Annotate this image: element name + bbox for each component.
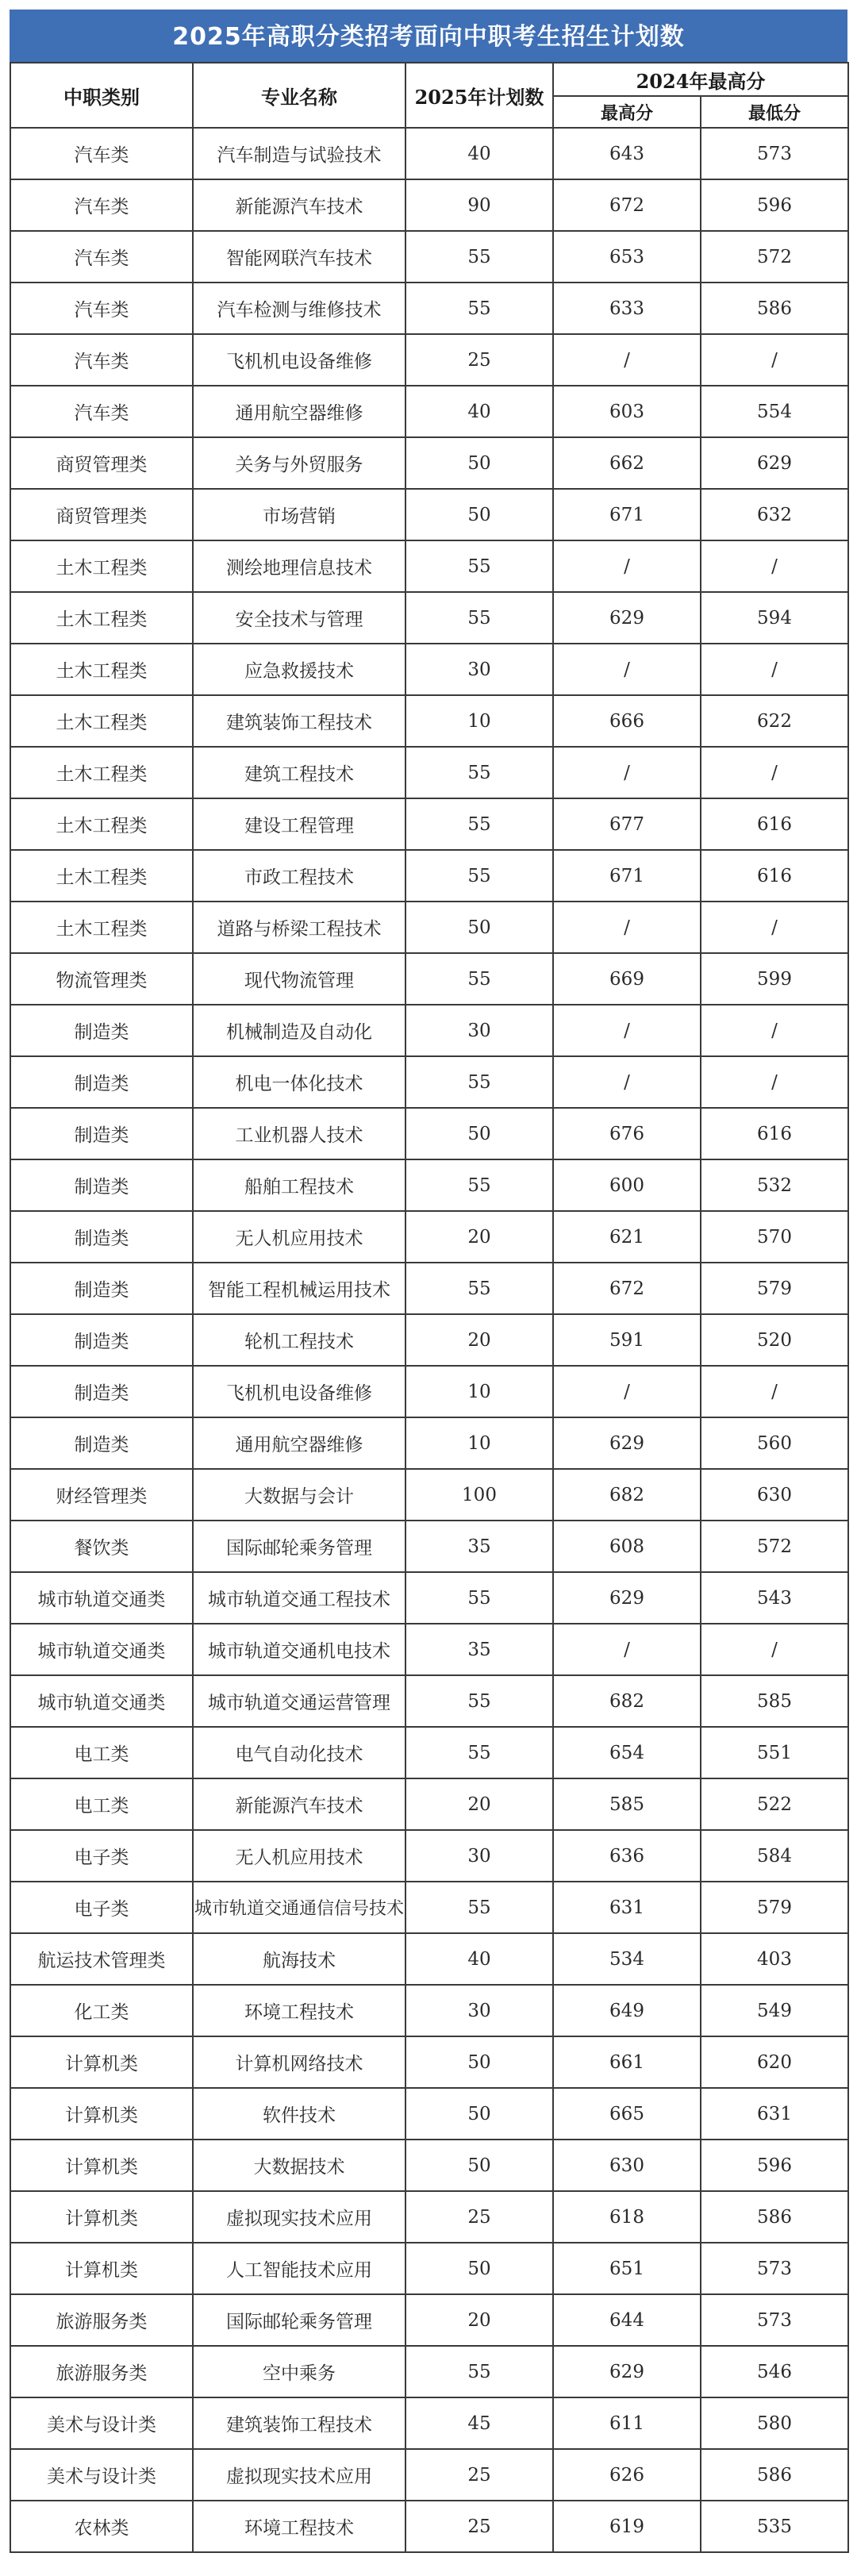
cell-major: 计算机网络技术 xyxy=(193,2036,405,2088)
cell-max-score: 672 xyxy=(553,179,701,231)
table-row xyxy=(10,1469,848,1521)
cell-min-score: / xyxy=(701,334,848,386)
table-row xyxy=(10,1366,848,1417)
cell-max-score: 671 xyxy=(553,489,701,540)
table-row xyxy=(10,2346,848,2397)
cell-min-score: 573 xyxy=(701,128,848,179)
header-category: 中职类别 xyxy=(10,63,193,128)
cell-category: 物流管理类 xyxy=(10,953,193,1005)
cell-category: 制造类 xyxy=(10,1108,193,1159)
cell-plan: 50 xyxy=(405,437,553,489)
cell-major: 虚拟现实技术应用 xyxy=(193,2191,405,2243)
cell-max-score: 630 xyxy=(553,2140,701,2191)
cell-max-score: 643 xyxy=(553,128,701,179)
cell-plan: 55 xyxy=(405,953,553,1005)
cell-max-score: 682 xyxy=(553,1469,701,1521)
table-row xyxy=(10,1108,848,1159)
cell-max-score: 629 xyxy=(553,2346,701,2397)
table-row xyxy=(10,644,848,695)
cell-max-score: 600 xyxy=(553,1159,701,1211)
cell-category: 电工类 xyxy=(10,1778,193,1830)
cell-major: 市政工程技术 xyxy=(193,850,405,902)
table-row xyxy=(10,231,848,283)
cell-max-score: / xyxy=(553,1366,701,1417)
table-row xyxy=(10,334,848,386)
cell-min-score: 616 xyxy=(701,798,848,850)
cell-category: 财经管理类 xyxy=(10,1469,193,1521)
cell-max-score: 633 xyxy=(553,283,701,334)
cell-plan: 20 xyxy=(405,1778,553,1830)
cell-category: 旅游服务类 xyxy=(10,2346,193,2397)
cell-major: 环境工程技术 xyxy=(193,2501,405,2552)
table-row xyxy=(10,1572,848,1624)
cell-category: 汽车类 xyxy=(10,128,193,179)
cell-min-score: / xyxy=(701,1366,848,1417)
cell-plan: 55 xyxy=(405,1882,553,1933)
cell-min-score: / xyxy=(701,1056,848,1108)
cell-category: 汽车类 xyxy=(10,334,193,386)
cell-category: 土木工程类 xyxy=(10,695,193,747)
cell-max-score: 666 xyxy=(553,695,701,747)
table-row xyxy=(10,1778,848,1830)
cell-max-score: 665 xyxy=(553,2088,701,2140)
cell-category: 汽车类 xyxy=(10,283,193,334)
cell-min-score: 586 xyxy=(701,2449,848,2501)
cell-plan: 45 xyxy=(405,2397,553,2449)
table-row xyxy=(10,798,848,850)
cell-min-score: 630 xyxy=(701,1469,848,1521)
cell-max-score: 618 xyxy=(553,2191,701,2243)
cell-major: 轮机工程技术 xyxy=(193,1314,405,1366)
cell-category: 制造类 xyxy=(10,1159,193,1211)
cell-major: 安全技术与管理 xyxy=(193,592,405,644)
cell-major: 现代物流管理 xyxy=(193,953,405,1005)
table-row xyxy=(10,1263,848,1314)
table-row xyxy=(10,1882,848,1933)
cell-plan: 20 xyxy=(405,2294,553,2346)
cell-plan: 55 xyxy=(405,2346,553,2397)
cell-min-score: 580 xyxy=(701,2397,848,2449)
cell-category: 汽车类 xyxy=(10,179,193,231)
cell-major: 汽车制造与试验技术 xyxy=(193,128,405,179)
cell-max-score: / xyxy=(553,747,701,798)
cell-plan: 30 xyxy=(405,1985,553,2036)
cell-category: 计算机类 xyxy=(10,2088,193,2140)
cell-plan: 55 xyxy=(405,1056,553,1108)
table-row xyxy=(10,592,848,644)
cell-major: 道路与桥梁工程技术 xyxy=(193,902,405,953)
cell-category: 商贸管理类 xyxy=(10,437,193,489)
cell-min-score: 551 xyxy=(701,1727,848,1778)
cell-max-score: 619 xyxy=(553,2501,701,2552)
table-row xyxy=(10,1314,848,1366)
cell-min-score: 560 xyxy=(701,1417,848,1469)
cell-max-score: 629 xyxy=(553,592,701,644)
cell-plan: 50 xyxy=(405,2140,553,2191)
cell-major: 人工智能技术应用 xyxy=(193,2243,405,2294)
cell-max-score: 654 xyxy=(553,1727,701,1778)
cell-major: 城市轨道交通工程技术 xyxy=(193,1572,405,1624)
cell-plan: 50 xyxy=(405,1108,553,1159)
table-row xyxy=(10,2243,848,2294)
cell-max-score: / xyxy=(553,1624,701,1675)
cell-max-score: 682 xyxy=(553,1675,701,1727)
cell-min-score: 594 xyxy=(701,592,848,644)
cell-plan: 25 xyxy=(405,2501,553,2552)
cell-max-score: / xyxy=(553,1005,701,1056)
cell-min-score: 596 xyxy=(701,2140,848,2191)
cell-plan: 50 xyxy=(405,2243,553,2294)
cell-category: 农林类 xyxy=(10,2501,193,2552)
cell-min-score: 579 xyxy=(701,1263,848,1314)
cell-major: 城市轨道交通运营管理 xyxy=(193,1675,405,1727)
table-row xyxy=(10,695,848,747)
header-major: 专业名称 xyxy=(193,63,405,128)
cell-plan: 50 xyxy=(405,902,553,953)
table-row xyxy=(10,1521,848,1572)
cell-major: 新能源汽车技术 xyxy=(193,1778,405,1830)
cell-max-score: 651 xyxy=(553,2243,701,2294)
cell-major: 国际邮轮乘务管理 xyxy=(193,2294,405,2346)
cell-major: 环境工程技术 xyxy=(193,1985,405,2036)
cell-min-score: 522 xyxy=(701,1778,848,1830)
cell-min-score: 573 xyxy=(701,2294,848,2346)
cell-min-score: 584 xyxy=(701,1830,848,1882)
cell-category: 计算机类 xyxy=(10,2036,193,2088)
cell-plan: 25 xyxy=(405,2191,553,2243)
cell-plan: 30 xyxy=(405,1005,553,1056)
cell-category: 制造类 xyxy=(10,1211,193,1263)
cell-plan: 55 xyxy=(405,798,553,850)
cell-major: 关务与外贸服务 xyxy=(193,437,405,489)
header-min-score: 最低分 xyxy=(701,96,848,128)
cell-major: 通用航空器维修 xyxy=(193,386,405,437)
cell-category: 城市轨道交通类 xyxy=(10,1572,193,1624)
cell-category: 航运技术管理类 xyxy=(10,1933,193,1985)
cell-major: 大数据与会计 xyxy=(193,1469,405,1521)
cell-plan: 55 xyxy=(405,1263,553,1314)
table-row xyxy=(10,953,848,1005)
cell-major: 应急救援技术 xyxy=(193,644,405,695)
cell-min-score: 579 xyxy=(701,1882,848,1933)
cell-max-score: 661 xyxy=(553,2036,701,2088)
cell-major: 国际邮轮乘务管理 xyxy=(193,1521,405,1572)
cell-major: 城市轨道交通通信信号技术 xyxy=(193,1882,405,1933)
cell-category: 旅游服务类 xyxy=(10,2294,193,2346)
cell-major: 航海技术 xyxy=(193,1933,405,1985)
table-row xyxy=(10,2088,848,2140)
cell-major: 机械制造及自动化 xyxy=(193,1005,405,1056)
cell-category: 制造类 xyxy=(10,1005,193,1056)
cell-max-score: / xyxy=(553,334,701,386)
cell-category: 电子类 xyxy=(10,1882,193,1933)
cell-major: 通用航空器维修 xyxy=(193,1417,405,1469)
cell-max-score: 611 xyxy=(553,2397,701,2449)
cell-category: 美术与设计类 xyxy=(10,2397,193,2449)
cell-plan: 55 xyxy=(405,592,553,644)
cell-min-score: 535 xyxy=(701,2501,848,2552)
cell-plan: 55 xyxy=(405,747,553,798)
cell-min-score: 586 xyxy=(701,2191,848,2243)
table-title: 2025年高职分类招考面向中职考生招生计划数 xyxy=(10,10,847,62)
cell-plan: 50 xyxy=(405,2088,553,2140)
cell-category: 土木工程类 xyxy=(10,644,193,695)
cell-min-score: 549 xyxy=(701,1985,848,2036)
cell-category: 计算机类 xyxy=(10,2140,193,2191)
cell-category: 制造类 xyxy=(10,1314,193,1366)
table-row xyxy=(10,489,848,540)
table-row xyxy=(10,1417,848,1469)
cell-plan: 40 xyxy=(405,1933,553,1985)
cell-min-score: 554 xyxy=(701,386,848,437)
cell-plan: 35 xyxy=(405,1521,553,1572)
cell-plan: 55 xyxy=(405,1727,553,1778)
cell-min-score: 620 xyxy=(701,2036,848,2088)
cell-plan: 20 xyxy=(405,1211,553,1263)
table-body xyxy=(10,128,848,2552)
cell-max-score: 672 xyxy=(553,1263,701,1314)
cell-min-score: / xyxy=(701,1005,848,1056)
cell-major: 建筑工程技术 xyxy=(193,747,405,798)
cell-plan: 55 xyxy=(405,283,553,334)
cell-plan: 55 xyxy=(405,850,553,902)
table-row xyxy=(10,1985,848,2036)
cell-max-score: 626 xyxy=(553,2449,701,2501)
table-row xyxy=(10,747,848,798)
cell-major: 市场营销 xyxy=(193,489,405,540)
cell-plan: 55 xyxy=(405,1675,553,1727)
cell-major: 飞机机电设备维修 xyxy=(193,1366,405,1417)
cell-min-score: / xyxy=(701,644,848,695)
cell-min-score: 585 xyxy=(701,1675,848,1727)
cell-plan: 90 xyxy=(405,179,553,231)
cell-category: 土木工程类 xyxy=(10,902,193,953)
table-row xyxy=(10,437,848,489)
cell-major: 建筑装饰工程技术 xyxy=(193,695,405,747)
cell-category: 制造类 xyxy=(10,1056,193,1108)
cell-max-score: 671 xyxy=(553,850,701,902)
table-row xyxy=(10,1005,848,1056)
table-row xyxy=(10,2294,848,2346)
header-max-score: 最高分 xyxy=(553,96,701,128)
table-row xyxy=(10,1933,848,1985)
cell-plan: 50 xyxy=(405,489,553,540)
cell-category: 商贸管理类 xyxy=(10,489,193,540)
cell-major: 工业机器人技术 xyxy=(193,1108,405,1159)
cell-min-score: 632 xyxy=(701,489,848,540)
cell-category: 美术与设计类 xyxy=(10,2449,193,2501)
cell-category: 制造类 xyxy=(10,1417,193,1469)
cell-min-score: / xyxy=(701,1624,848,1675)
cell-plan: 55 xyxy=(405,1572,553,1624)
cell-category: 土木工程类 xyxy=(10,747,193,798)
table-row xyxy=(10,179,848,231)
table-row xyxy=(10,1830,848,1882)
cell-category: 城市轨道交通类 xyxy=(10,1675,193,1727)
cell-max-score: / xyxy=(553,540,701,592)
cell-plan: 50 xyxy=(405,2036,553,2088)
table-row xyxy=(10,1727,848,1778)
cell-major: 船舶工程技术 xyxy=(193,1159,405,1211)
table-row xyxy=(10,2191,848,2243)
cell-major: 电气自动化技术 xyxy=(193,1727,405,1778)
cell-major: 机电一体化技术 xyxy=(193,1056,405,1108)
cell-major: 无人机应用技术 xyxy=(193,1830,405,1882)
cell-category: 电工类 xyxy=(10,1727,193,1778)
cell-major: 虚拟现实技术应用 xyxy=(193,2449,405,2501)
cell-plan: 25 xyxy=(405,334,553,386)
cell-max-score: / xyxy=(553,644,701,695)
cell-plan: 20 xyxy=(405,1314,553,1366)
cell-major: 大数据技术 xyxy=(193,2140,405,2191)
admission-plan-sheet xyxy=(10,10,847,2553)
cell-category: 化工类 xyxy=(10,1985,193,2036)
cell-min-score: 616 xyxy=(701,850,848,902)
cell-min-score: 622 xyxy=(701,695,848,747)
cell-plan: 10 xyxy=(405,1417,553,1469)
cell-max-score: 631 xyxy=(553,1882,701,1933)
cell-major: 智能工程机械运用技术 xyxy=(193,1263,405,1314)
cell-max-score: 621 xyxy=(553,1211,701,1263)
cell-max-score: / xyxy=(553,902,701,953)
cell-max-score: 603 xyxy=(553,386,701,437)
cell-max-score: / xyxy=(553,1056,701,1108)
cell-max-score: 608 xyxy=(553,1521,701,1572)
cell-plan: 10 xyxy=(405,1366,553,1417)
cell-major: 城市轨道交通机电技术 xyxy=(193,1624,405,1675)
cell-max-score: 676 xyxy=(553,1108,701,1159)
table-row xyxy=(10,283,848,334)
cell-category: 餐饮类 xyxy=(10,1521,193,1572)
header-plan: 2025年计划数 xyxy=(405,63,553,128)
cell-major: 软件技术 xyxy=(193,2088,405,2140)
cell-max-score: 636 xyxy=(553,1830,701,1882)
cell-plan: 40 xyxy=(405,128,553,179)
table-row xyxy=(10,850,848,902)
table-row xyxy=(10,1675,848,1727)
cell-plan: 55 xyxy=(405,231,553,283)
cell-max-score: 677 xyxy=(553,798,701,850)
cell-plan: 35 xyxy=(405,1624,553,1675)
cell-category: 汽车类 xyxy=(10,386,193,437)
cell-max-score: 629 xyxy=(553,1417,701,1469)
cell-category: 土木工程类 xyxy=(10,592,193,644)
table-row xyxy=(10,2140,848,2191)
cell-min-score: 573 xyxy=(701,2243,848,2294)
cell-min-score: 586 xyxy=(701,283,848,334)
cell-category: 城市轨道交通类 xyxy=(10,1624,193,1675)
cell-plan: 55 xyxy=(405,1159,553,1211)
cell-category: 土木工程类 xyxy=(10,798,193,850)
cell-plan: 10 xyxy=(405,695,553,747)
cell-category: 土木工程类 xyxy=(10,540,193,592)
cell-major: 无人机应用技术 xyxy=(193,1211,405,1263)
header-score-group: 2024年最高分 xyxy=(553,63,848,96)
cell-min-score: 616 xyxy=(701,1108,848,1159)
cell-min-score: / xyxy=(701,902,848,953)
table-row xyxy=(10,2449,848,2501)
cell-plan: 30 xyxy=(405,1830,553,1882)
cell-max-score: 669 xyxy=(553,953,701,1005)
cell-min-score: 572 xyxy=(701,1521,848,1572)
table-row xyxy=(10,2501,848,2552)
cell-min-score: 403 xyxy=(701,1933,848,1985)
table-row xyxy=(10,902,848,953)
cell-major: 飞机机电设备维修 xyxy=(193,334,405,386)
cell-plan: 40 xyxy=(405,386,553,437)
cell-max-score: 534 xyxy=(553,1933,701,1985)
table-row xyxy=(10,1211,848,1263)
cell-max-score: 649 xyxy=(553,1985,701,2036)
cell-category: 电子类 xyxy=(10,1830,193,1882)
table-row xyxy=(10,386,848,437)
cell-major: 建筑装饰工程技术 xyxy=(193,2397,405,2449)
cell-max-score: 629 xyxy=(553,1572,701,1624)
cell-major: 新能源汽车技术 xyxy=(193,179,405,231)
cell-max-score: 653 xyxy=(553,231,701,283)
cell-major: 建设工程管理 xyxy=(193,798,405,850)
cell-min-score: 570 xyxy=(701,1211,848,1263)
cell-category: 制造类 xyxy=(10,1263,193,1314)
cell-category: 土木工程类 xyxy=(10,850,193,902)
cell-major: 汽车检测与维修技术 xyxy=(193,283,405,334)
cell-max-score: 585 xyxy=(553,1778,701,1830)
cell-min-score: 596 xyxy=(701,179,848,231)
cell-major: 智能网联汽车技术 xyxy=(193,231,405,283)
cell-min-score: 599 xyxy=(701,953,848,1005)
cell-max-score: 591 xyxy=(553,1314,701,1366)
cell-max-score: 644 xyxy=(553,2294,701,2346)
cell-category: 制造类 xyxy=(10,1366,193,1417)
cell-min-score: 520 xyxy=(701,1314,848,1366)
cell-min-score: 532 xyxy=(701,1159,848,1211)
cell-min-score: 631 xyxy=(701,2088,848,2140)
cell-max-score: 662 xyxy=(553,437,701,489)
cell-plan: 30 xyxy=(405,644,553,695)
table-row xyxy=(10,128,848,179)
admission-plan-table xyxy=(10,62,849,2553)
table-row xyxy=(10,1056,848,1108)
cell-major: 空中乘务 xyxy=(193,2346,405,2397)
cell-min-score: 543 xyxy=(701,1572,848,1624)
cell-plan: 25 xyxy=(405,2449,553,2501)
cell-plan: 100 xyxy=(405,1469,553,1521)
cell-min-score: 629 xyxy=(701,437,848,489)
cell-min-score: / xyxy=(701,747,848,798)
table-row xyxy=(10,540,848,592)
cell-plan: 55 xyxy=(405,540,553,592)
table-row xyxy=(10,1159,848,1211)
cell-min-score: 572 xyxy=(701,231,848,283)
table-row xyxy=(10,2036,848,2088)
cell-category: 汽车类 xyxy=(10,231,193,283)
table-row xyxy=(10,1624,848,1675)
cell-category: 计算机类 xyxy=(10,2191,193,2243)
table-row xyxy=(10,2397,848,2449)
cell-min-score: / xyxy=(701,540,848,592)
cell-major: 测绘地理信息技术 xyxy=(193,540,405,592)
table-header xyxy=(10,63,848,128)
cell-min-score: 546 xyxy=(701,2346,848,2397)
cell-category: 计算机类 xyxy=(10,2243,193,2294)
